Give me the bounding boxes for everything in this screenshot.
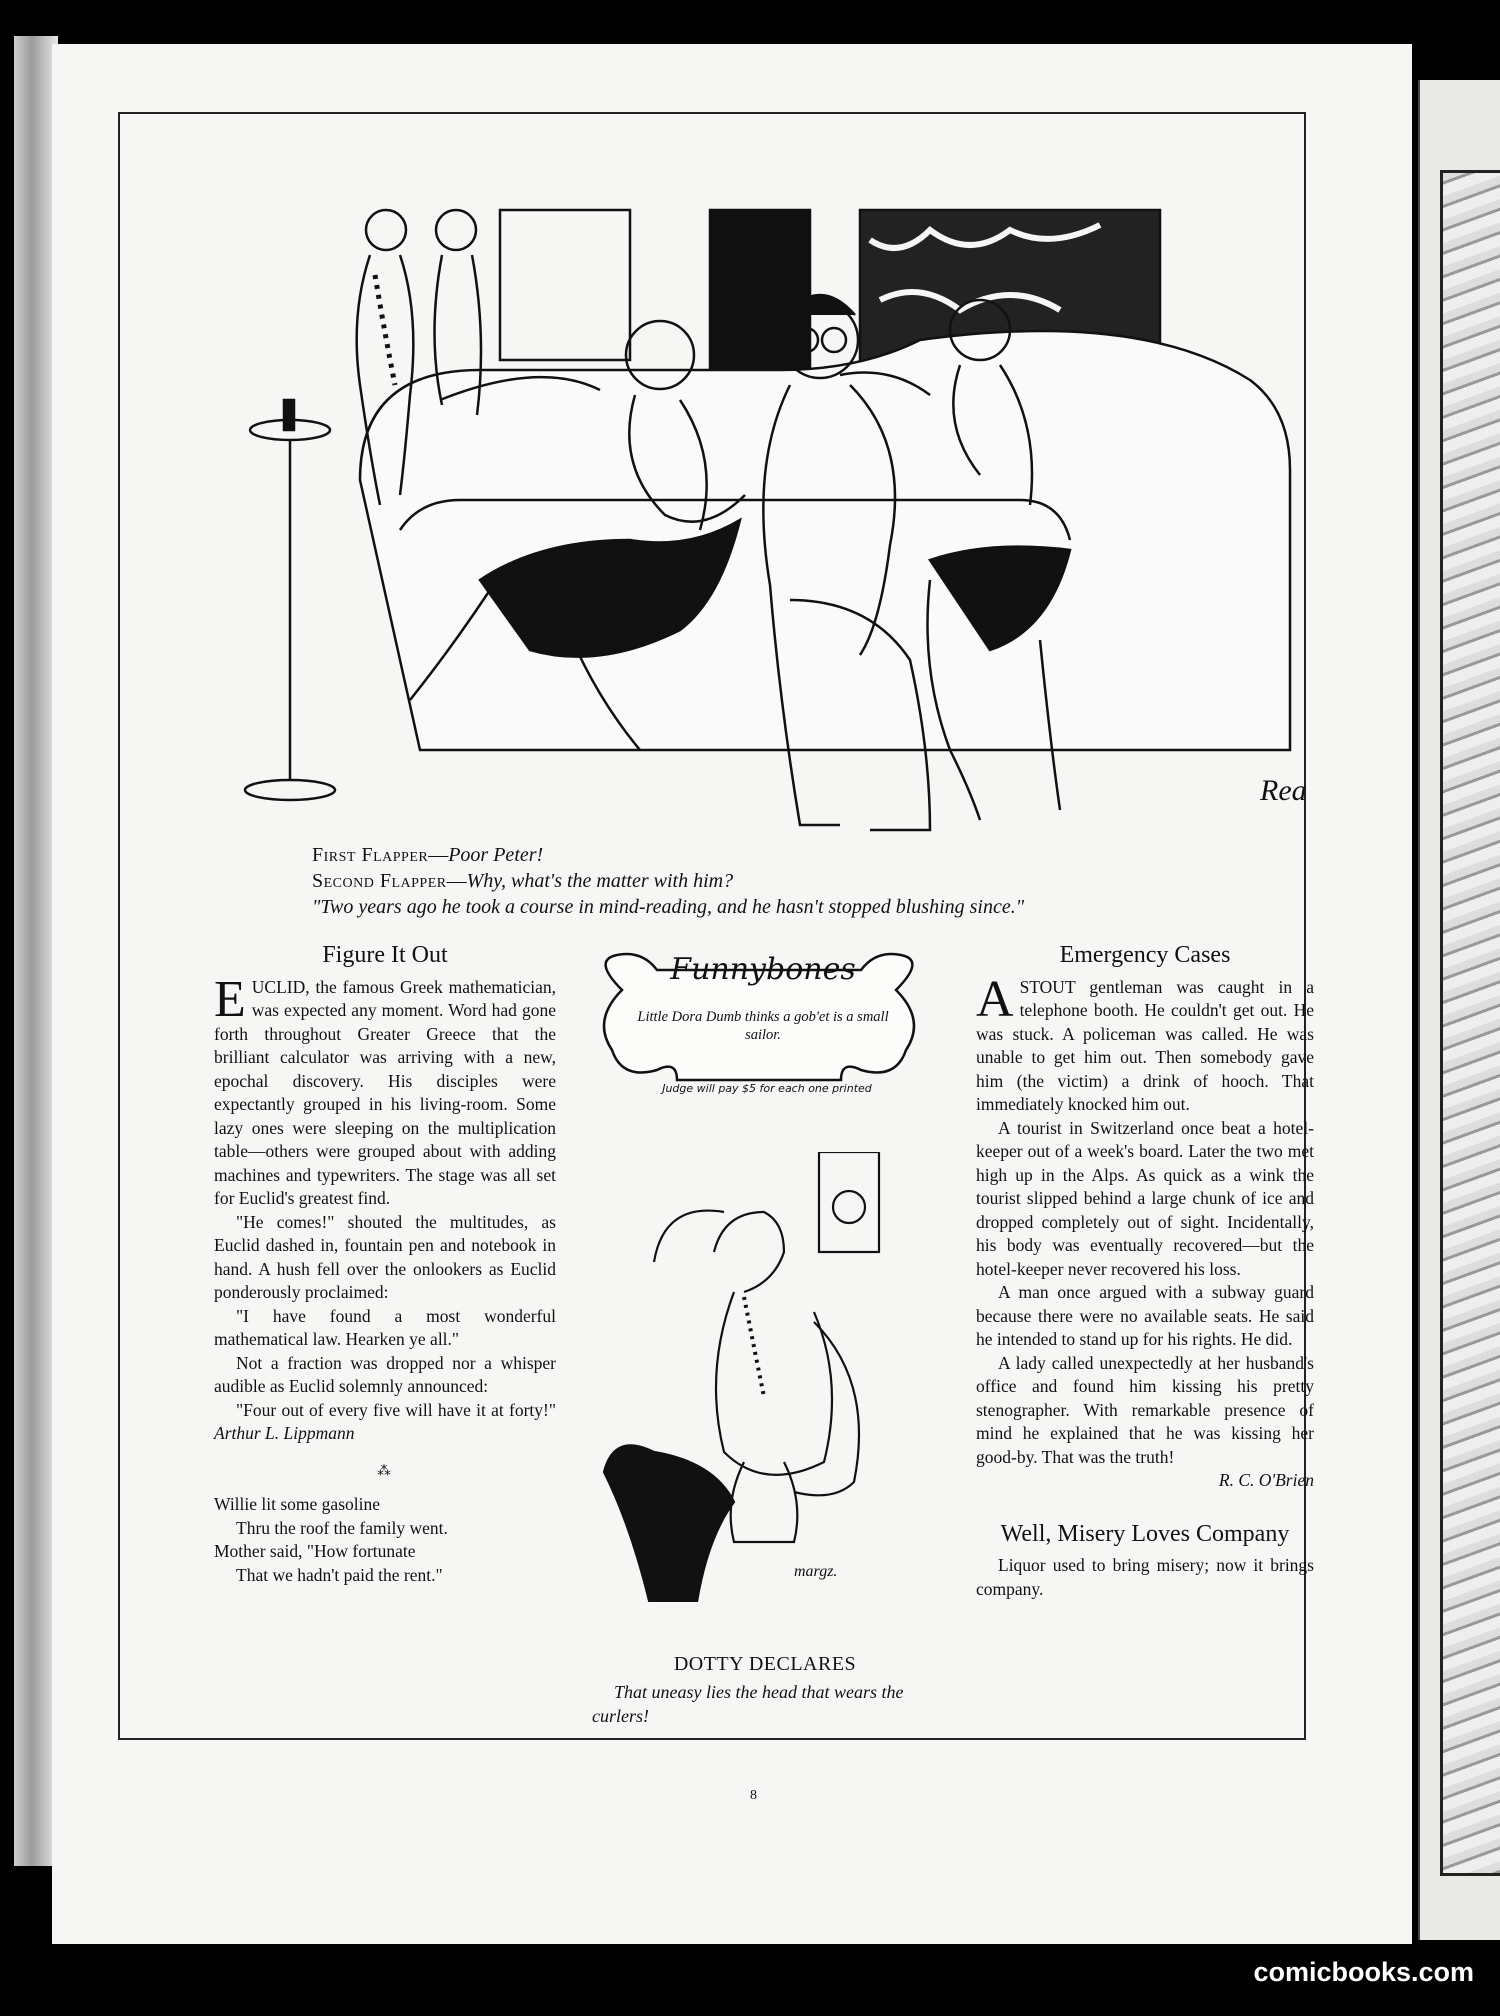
poem-line-1: Willie lit some gasoline	[214, 1494, 381, 1514]
dotty-illustration	[594, 1152, 932, 1602]
funnybones-box	[592, 950, 934, 1100]
caption-speaker-2: Second Flapper	[312, 870, 447, 892]
emergency-cases-para-4: A lady called unexpectedly at her husband's office and found him kissing his pretty stenographer. With remarkable presence of mind he explained that he was kissing her good-by. That was the truth!	[976, 1352, 1314, 1467]
caption-text-1: Poor Peter!	[448, 844, 544, 866]
figure-it-out-para-3: "I have found a most wonderful mathematical law. Hearken ye all."	[214, 1305, 556, 1349]
dotty-artist-signature: margz.	[794, 1563, 838, 1580]
poem-line-4: That we hadn't paid the rent."	[236, 1564, 443, 1585]
page-number: 8	[750, 1788, 757, 1803]
misery-text: Liquor used to bring misery; now it brings company.	[976, 1555, 1314, 1599]
figure-it-out-para-2: "He comes!" shouted the multitudes, as Euclid dashed in, fountain pen and notebook in hand. A hush fell over the onlookers as Euclid ponderously proclaimed:	[214, 1211, 556, 1302]
figure-it-out-dropcap: E	[214, 970, 246, 1028]
caption-speaker-1: First Flapper	[312, 844, 429, 866]
emergency-cases-para-1-text: STOUT gentleman was caught in a telephone booth. He couldn't get out. He was stuck. A policeman was called. He was unable to get him out. Then somebody gave him (the victim) a drink of hooch. That immediately knocked him out.	[976, 976, 1314, 1114]
figure-it-out-para-1-text: UCLID, the famous Greek mathematician, was expected any moment. Word had gone forth throughout Greater Greece that the brilliant calculator was arriving with a new, epochal discovery. His disciples were expectantly grouped in his living-room. Some lazy ones were sleeping on the multiplication table—others were grouped about with adding machines and typewriters. The stage was all set for Euclid's greatest find.	[214, 976, 556, 1208]
emergency-cases-title: Emergency Cases	[1059, 942, 1231, 968]
dotty-title: DOTTY DECLARES	[673, 1653, 857, 1675]
funnybones-title: Funnybones	[670, 952, 856, 987]
cartoon-caption	[312, 842, 1232, 920]
funnybones-joke: Little Dora Dumb thinks a gob'et is a small sailor.	[637, 1009, 889, 1043]
caption-line-2: Second Flapper—Why, what's the matter with him?	[312, 870, 734, 892]
misery-title: Well, Misery Loves Company	[1000, 1520, 1290, 1547]
caption-text-2: Why, what's the matter with him?	[466, 870, 734, 892]
dotty-declares-section	[592, 1652, 938, 1728]
poem-line-3: Mother said, "How fortunate	[214, 1541, 416, 1561]
figure-it-out-title: Figure It Out	[322, 942, 448, 968]
emergency-cases-para-3: A man once argued with a subway guard because there were no available seats. He said he intended to stand up for his rights. He did.	[976, 1282, 1314, 1349]
emergency-cases-para-2: A tourist in Switzerland once beat a hotel-keeper out of a week's board. Later the two met high up in the Alps. As quick as a wink the tourist slipped behind a large chunk of ice and dropped completely out of sight. Incidentally, his body was eventually recovered—but the hotel-keeper never recovered his loss.	[976, 1117, 1314, 1279]
cartoon-artist-signature: Rea	[1260, 774, 1307, 807]
caption-line-3	[312, 894, 1232, 920]
facing-page-edge	[1418, 80, 1500, 1940]
caption-text-3: "Two years ago he took a course in mind-reading, and he hasn't stopped blushing since."	[312, 896, 1025, 918]
figure-it-out-para-5	[214, 1399, 556, 1446]
caption-line-1: First Flapper—Poor Peter!	[312, 844, 544, 866]
figure-it-out-author: Arthur L. Lippmann	[214, 1423, 355, 1443]
figure-it-out-para-4: Not a fraction was dropped nor a whisper audible as Euclid solemnly announced:	[214, 1352, 556, 1396]
willie-poem	[214, 1493, 556, 1587]
flapper-cartoon-illustration	[210, 180, 1330, 845]
left-column	[214, 944, 556, 1587]
figure-it-out-para-5-text: "Four out of every five will have it at forty!"	[236, 1399, 556, 1420]
site-watermark: comicbooks.com	[1253, 1957, 1474, 1987]
facing-page-illustration	[1440, 170, 1500, 1876]
emergency-cases-dropcap: A	[976, 970, 1014, 1028]
section-separator: ⁂	[377, 1463, 393, 1479]
emergency-cases-author: R. C. O'Brien	[1218, 1470, 1314, 1490]
funnybones-payment-note: Judge will pay $5 for each one printed	[662, 1082, 872, 1095]
dotty-text: That uneasy lies the head that wears the curlers!	[592, 1682, 904, 1726]
figure-it-out-para-1	[214, 970, 556, 1211]
poem-line-2: Thru the roof the family went.	[236, 1517, 448, 1538]
right-column	[976, 944, 1314, 1601]
emergency-cases-para-1	[976, 970, 1314, 1117]
